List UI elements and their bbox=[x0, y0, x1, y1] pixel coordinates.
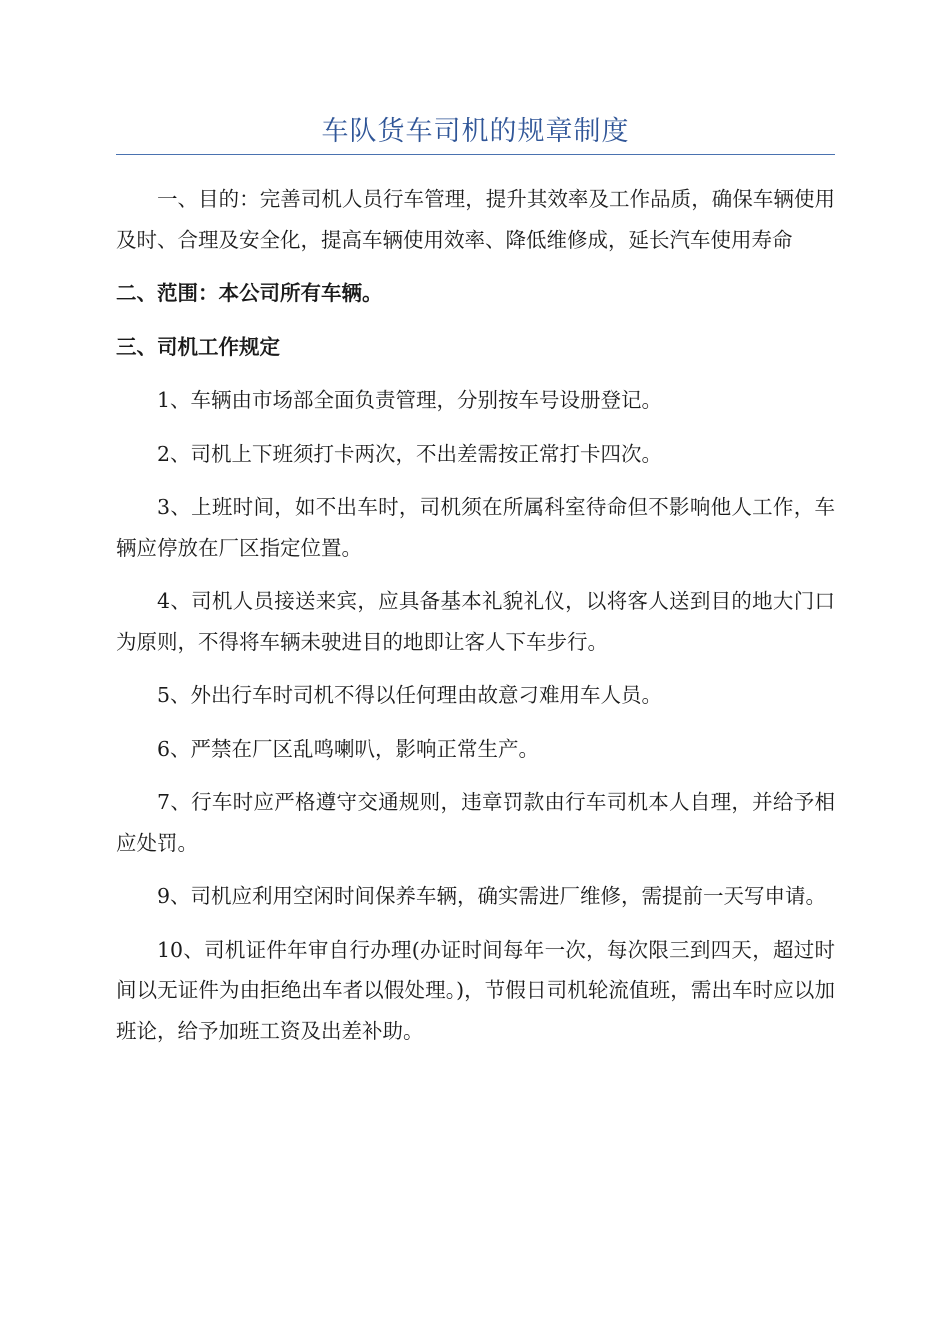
rule-item-5: 5、外出行车时司机不得以任何理由故意刁难用车人员。 bbox=[157, 683, 663, 707]
rule-item-3: 3、上班时间，如不出车时，司机须在所属科室待命但不影响他人工作，车辆应停放在厂区指定位置。 bbox=[116, 495, 835, 560]
rule-item-10: 10、司机证件年审自行办理(办证时间每年一次，每次限三到四天，超过时间以无证件为由拒绝出车者以假处理。)，节假日司机轮流值班，需出车时应以加班论，给予加班工资及出差补助。 bbox=[116, 937, 835, 1043]
rule-item-7: 7、行车时应严格遵守交通规则，违章罚款由行车司机本人自理，并给予相应处罚。 bbox=[116, 790, 835, 855]
heading-driver-rules: 三、司机工作规定 bbox=[116, 334, 280, 359]
rule-item-9: 9、司机应利用空闲时间保养车辆，确实需进厂维修，需提前一天写申请。 bbox=[157, 884, 827, 908]
rule-item-1: 1、车辆由市场部全面负责管理，分别按车号设册登记。 bbox=[157, 388, 663, 412]
document-title: 车队货车司机的规章制度 bbox=[321, 116, 630, 147]
paragraph-purpose: 一、目的：完善司机人员行车管理，提升其效率及工作品质，确保车辆使用及时、合理及安全化，提高车辆使用效率、降低维修成，延长汽车使用寿命 bbox=[116, 187, 835, 252]
heading-scope: 二、范围：本公司所有车辆。 bbox=[116, 281, 383, 305]
title-underline bbox=[116, 154, 835, 155]
rule-item-4: 4、司机人员接送来宾，应具备基本礼貌礼仪，以将客人送到目的地大门口为原则，不得将车辆未驶进目的地即让客人下车步行。 bbox=[116, 589, 835, 654]
document-page bbox=[116, 110, 835, 1064]
document-body bbox=[116, 179, 835, 1051]
rule-item-2: 2、司机上下班须打卡两次，不出差需按正常打卡四次。 bbox=[157, 441, 663, 466]
rule-item-6: 6、严禁在厂区乱鸣喇叭，影响正常生产。 bbox=[157, 736, 540, 761]
